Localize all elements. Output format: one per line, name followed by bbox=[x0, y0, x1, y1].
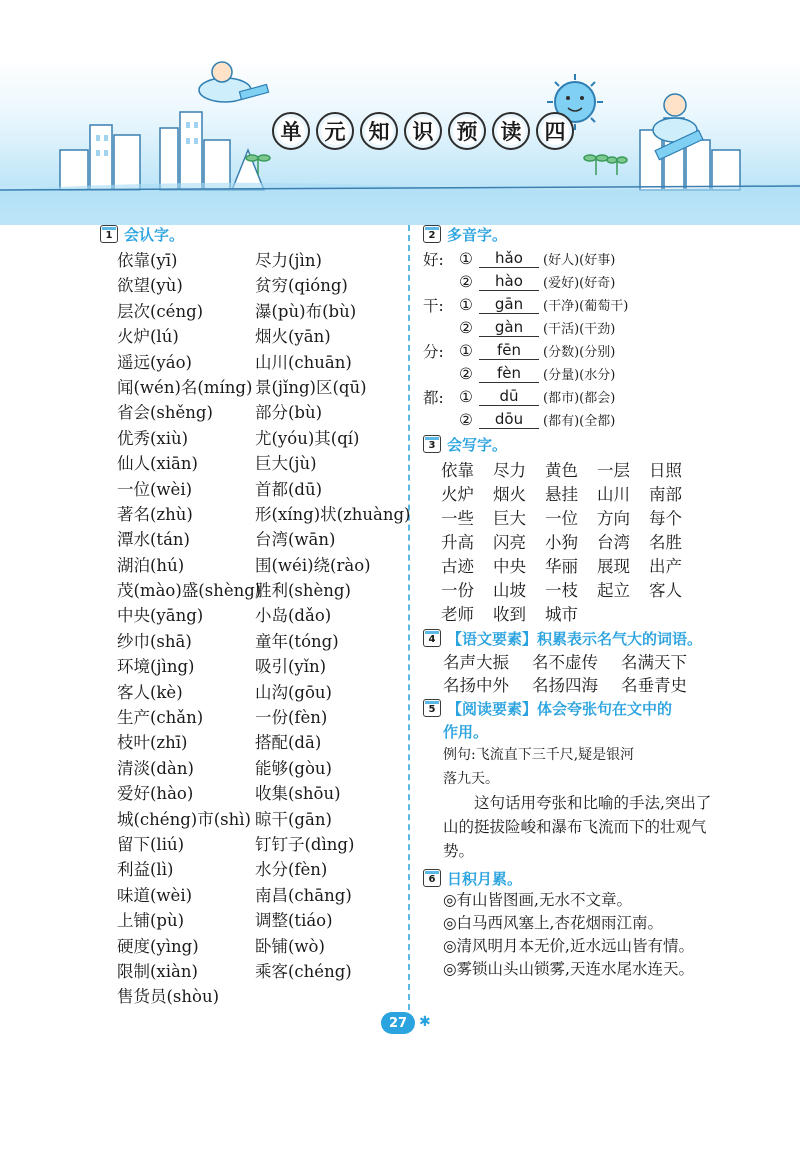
write-word: 一层 bbox=[597, 461, 630, 480]
polyphone-row bbox=[423, 316, 713, 339]
polyphone-row bbox=[423, 385, 713, 408]
polyphone-index: ② bbox=[459, 364, 473, 383]
polyphone-row bbox=[423, 270, 713, 293]
write-word: 火炉 bbox=[441, 485, 474, 504]
polyphone-index: ① bbox=[459, 387, 473, 406]
recognize-word: 城(chéng)市(shì) bbox=[117, 809, 251, 829]
section-daily-header bbox=[423, 867, 713, 889]
recognize-word: 省会(shěng) bbox=[117, 403, 213, 423]
section-polyphone-header bbox=[423, 223, 713, 245]
write-word: 南部 bbox=[649, 485, 682, 504]
write-word: 一份 bbox=[441, 581, 474, 600]
title-char: 识 bbox=[404, 112, 442, 150]
idiom: 名满天下 bbox=[621, 653, 687, 672]
recognize-word: 晾干(gān) bbox=[255, 809, 332, 829]
polyphone-examples: (都有)(全都) bbox=[543, 414, 616, 429]
recognize-word: 潭水(tán) bbox=[117, 530, 190, 550]
recognize-word: 闻(wén)名(míng) bbox=[117, 377, 253, 397]
recognize-word: 留下(liú) bbox=[117, 834, 185, 854]
recognize-word: 山沟(gōu) bbox=[255, 682, 332, 702]
write-word: 日照 bbox=[649, 461, 682, 480]
write-word: 巨大 bbox=[493, 509, 526, 528]
recognize-word: 层次(céng) bbox=[117, 301, 204, 321]
recognize-word: 童年(tóng) bbox=[255, 631, 339, 651]
idiom: 名扬四海 bbox=[532, 676, 598, 695]
polyphone-pinyin: dū bbox=[479, 387, 539, 406]
recognize-word: 卧铺(wò) bbox=[255, 936, 325, 956]
write-word: 起立 bbox=[597, 581, 630, 600]
example-line: 落九天。 bbox=[443, 771, 499, 787]
polyphone-index: ② bbox=[459, 272, 473, 291]
recognize-word: 欲望(yù) bbox=[117, 276, 183, 296]
recognize-word-list bbox=[117, 248, 411, 1010]
section-title: 【语文要素】积累表示名气大的词语。 bbox=[447, 629, 703, 648]
recognize-word: 山川(chuān) bbox=[255, 352, 352, 372]
polyphone-examples: (好人)(好事) bbox=[543, 253, 616, 268]
polyphone-index: ① bbox=[459, 341, 473, 360]
recognize-word: 景(jǐng)区(qū) bbox=[255, 377, 367, 397]
write-word: 一些 bbox=[441, 509, 474, 528]
calendar-number-icon: 5 bbox=[423, 699, 441, 717]
calendar-number-icon: 2 bbox=[423, 225, 441, 243]
polyphone-pinyin: gān bbox=[479, 295, 539, 314]
write-word: 小狗 bbox=[545, 533, 578, 552]
recognize-word: 乘客(chéng) bbox=[255, 961, 352, 981]
calendar-number-icon: 1 bbox=[100, 225, 118, 243]
polyphone-examples: (干活)(干劲) bbox=[543, 322, 616, 337]
write-word: 华丽 bbox=[545, 557, 578, 576]
recognize-word: 调整(tiáo) bbox=[255, 911, 333, 931]
recognize-word: 依靠(yī) bbox=[117, 251, 178, 270]
idiom: 名扬中外 bbox=[443, 676, 509, 695]
recognize-word: 烟火(yān) bbox=[255, 327, 331, 347]
polyphone-pinyin: gàn bbox=[479, 318, 539, 337]
recognize-word: 水分(fèn) bbox=[255, 860, 328, 880]
title-char: 元 bbox=[316, 112, 354, 150]
title-char: 四 bbox=[536, 112, 574, 150]
recognize-word: 台湾(wān) bbox=[255, 530, 336, 550]
write-word: 一位 bbox=[545, 509, 578, 528]
section-language-header bbox=[423, 627, 713, 649]
write-word: 黄色 bbox=[545, 461, 578, 480]
recognize-word: 火炉(lú) bbox=[117, 327, 179, 347]
polyphone-index: ① bbox=[459, 249, 473, 268]
idiom: 名声大振 bbox=[443, 653, 509, 672]
polyphone-list bbox=[423, 247, 713, 431]
recognize-word: 味道(wèi) bbox=[117, 885, 193, 905]
saying-item: ◎有山皆图画,无水不文章。 bbox=[443, 891, 632, 909]
recognize-word: 部分(bù) bbox=[255, 403, 323, 423]
write-word: 客人 bbox=[649, 581, 682, 600]
saying-item: ◎清风明月本无价,近水远山皆有情。 bbox=[443, 937, 694, 955]
recognize-word: 限制(xiàn) bbox=[117, 961, 198, 981]
section-title: 日积月累。 bbox=[447, 869, 523, 888]
recognize-word: 售货员(shòu) bbox=[117, 987, 220, 1007]
recognize-word: 硬度(yìng) bbox=[117, 936, 199, 956]
recognize-word: 茂(mào)盛(shèng) bbox=[117, 581, 262, 601]
recognize-word: 爱好(hào) bbox=[117, 784, 194, 804]
polyphone-examples: (分量)(水分) bbox=[543, 368, 616, 383]
recognize-word: 遥远(yáo) bbox=[117, 352, 192, 372]
recognize-word: 生产(chǎn) bbox=[117, 708, 204, 728]
idiom: 名垂青史 bbox=[621, 676, 687, 695]
recognize-word: 中央(yāng) bbox=[117, 606, 204, 626]
polyphone-char: 好: bbox=[423, 250, 444, 269]
write-word: 依靠 bbox=[441, 461, 474, 480]
write-word: 古迹 bbox=[441, 557, 474, 576]
left-column bbox=[100, 223, 411, 1010]
header-banner bbox=[0, 0, 800, 225]
polyphone-index: ② bbox=[459, 318, 473, 337]
title-char: 读 bbox=[492, 112, 530, 150]
write-word: 城市 bbox=[545, 605, 578, 624]
recognize-word: 首都(dū) bbox=[255, 479, 323, 499]
calendar-number-icon: 3 bbox=[423, 435, 441, 453]
write-word: 老师 bbox=[441, 605, 474, 624]
star-icon: ✱ bbox=[419, 1014, 431, 1030]
write-word-list bbox=[441, 457, 713, 625]
polyphone-index: ② bbox=[459, 410, 473, 429]
write-word: 悬挂 bbox=[545, 485, 578, 504]
section-write-header bbox=[423, 433, 713, 455]
polyphone-index: ① bbox=[459, 295, 473, 314]
page-number: 27 bbox=[381, 1012, 415, 1034]
recognize-word: 能够(gòu) bbox=[255, 758, 332, 778]
polyphone-row bbox=[423, 339, 713, 362]
write-word: 尽力 bbox=[493, 461, 526, 480]
recognize-word: 尽力(jìn) bbox=[255, 251, 322, 270]
recognize-word: 优秀(xiù) bbox=[117, 428, 189, 448]
recognize-word: 尤(yóu)其(qí) bbox=[255, 428, 360, 448]
recognize-word: 一份(fèn) bbox=[255, 708, 328, 728]
calendar-number-icon: 4 bbox=[423, 629, 441, 647]
recognize-word: 搭配(dā) bbox=[255, 733, 322, 753]
recognize-word: 吸引(yǐn) bbox=[255, 657, 327, 677]
reading-example bbox=[443, 743, 713, 863]
write-word: 台湾 bbox=[597, 533, 630, 552]
polyphone-examples: (爱好)(好奇) bbox=[543, 276, 616, 291]
write-word: 收到 bbox=[493, 605, 526, 624]
write-word: 一枝 bbox=[545, 581, 578, 600]
recognize-word: 枝叶(zhī) bbox=[117, 733, 188, 753]
recognize-word: 小岛(dǎo) bbox=[255, 606, 332, 626]
write-word: 方向 bbox=[597, 509, 630, 528]
recognize-word: 瀑(pù)布(bù) bbox=[255, 301, 357, 321]
example-line: 例句:飞流直下三千尺,疑是银河 bbox=[443, 747, 635, 763]
write-word: 升高 bbox=[441, 533, 474, 552]
recognize-word: 纱巾(shā) bbox=[117, 631, 192, 651]
write-word: 每个 bbox=[649, 509, 682, 528]
right-column bbox=[423, 223, 713, 981]
analysis-text: 这句话用夸张和比喻的手法,突出了山的挺拔险峻和瀑布飞流而下的壮观气势。 bbox=[443, 794, 712, 860]
recognize-word: 客人(kè) bbox=[117, 682, 183, 702]
sayings-list bbox=[443, 889, 713, 981]
flying-child-illustration bbox=[199, 62, 269, 102]
polyphone-row bbox=[423, 247, 713, 270]
recognize-word: 湖泊(hú) bbox=[117, 555, 185, 575]
recognize-word: 南昌(chāng) bbox=[255, 885, 352, 905]
idiom: 名不虚传 bbox=[532, 653, 598, 672]
recognize-word: 利益(lì) bbox=[117, 860, 174, 880]
title-char: 单 bbox=[272, 112, 310, 150]
section-recognize-header bbox=[100, 223, 400, 245]
recognize-word: 环境(jìng) bbox=[117, 657, 195, 677]
recognize-word: 收集(shōu) bbox=[255, 784, 341, 804]
recognize-word: 清淡(dàn) bbox=[117, 758, 194, 778]
recognize-word: 围(wéi)绕(rào) bbox=[255, 555, 371, 575]
polyphone-examples: (干净)(葡萄干) bbox=[543, 299, 629, 314]
polyphone-char: 干: bbox=[423, 296, 444, 315]
recognize-word: 著名(zhù) bbox=[117, 504, 193, 524]
calendar-number-icon: 6 bbox=[423, 869, 441, 887]
recognize-word: 一位(wèi) bbox=[117, 479, 193, 499]
write-word: 烟火 bbox=[493, 485, 526, 504]
polyphone-row bbox=[423, 362, 713, 385]
recognize-word: 仙人(xiān) bbox=[117, 454, 198, 474]
write-word: 名胜 bbox=[649, 533, 682, 552]
polyphone-pinyin: fèn bbox=[479, 364, 539, 383]
recognize-word: 贫穷(qióng) bbox=[255, 276, 348, 296]
write-word: 山坡 bbox=[493, 581, 526, 600]
recognize-word: 形(xíng)状(zhuàng) bbox=[255, 504, 411, 524]
write-word: 展现 bbox=[597, 557, 630, 576]
section-title: 多音字。 bbox=[447, 225, 508, 244]
section-title: 会认字。 bbox=[124, 225, 185, 244]
write-word: 山川 bbox=[597, 485, 630, 504]
page-title bbox=[272, 112, 574, 150]
polyphone-pinyin: dōu bbox=[479, 410, 539, 429]
write-word: 闪亮 bbox=[493, 533, 526, 552]
saying-item: ◎雾锁山头山锁雾,天连水尾水连天。 bbox=[443, 960, 694, 978]
section-title: 【阅读要素】体会夸张句在文中的 bbox=[447, 699, 673, 718]
polyphone-examples: (分数)(分别) bbox=[543, 345, 616, 360]
polyphone-row bbox=[423, 293, 713, 316]
recognize-word: 钉钉子(dìng) bbox=[255, 834, 355, 854]
polyphone-char: 都: bbox=[423, 388, 444, 407]
recognize-word: 上铺(pù) bbox=[117, 911, 185, 931]
section-reading-header bbox=[423, 697, 713, 719]
polyphone-examples: (都市)(都会) bbox=[543, 391, 616, 406]
polyphone-pinyin: fēn bbox=[479, 341, 539, 360]
idiom-list bbox=[443, 649, 713, 695]
polyphone-char: 分: bbox=[423, 342, 444, 361]
title-char: 预 bbox=[448, 112, 486, 150]
write-word: 中央 bbox=[493, 557, 526, 576]
polyphone-row bbox=[423, 408, 713, 431]
polyphone-pinyin: hào bbox=[479, 272, 539, 291]
recognize-word: 胜利(shèng) bbox=[255, 581, 351, 601]
polyphone-pinyin: hǎo bbox=[479, 249, 539, 268]
saying-item: ◎白马西风塞上,杏花烟雨江南。 bbox=[443, 914, 663, 932]
recognize-word: 巨大(jù) bbox=[255, 454, 317, 474]
section-title-continued: 作用。 bbox=[443, 723, 489, 741]
section-title: 会写字。 bbox=[447, 435, 508, 454]
title-char: 知 bbox=[360, 112, 398, 150]
write-word: 出产 bbox=[649, 557, 682, 576]
